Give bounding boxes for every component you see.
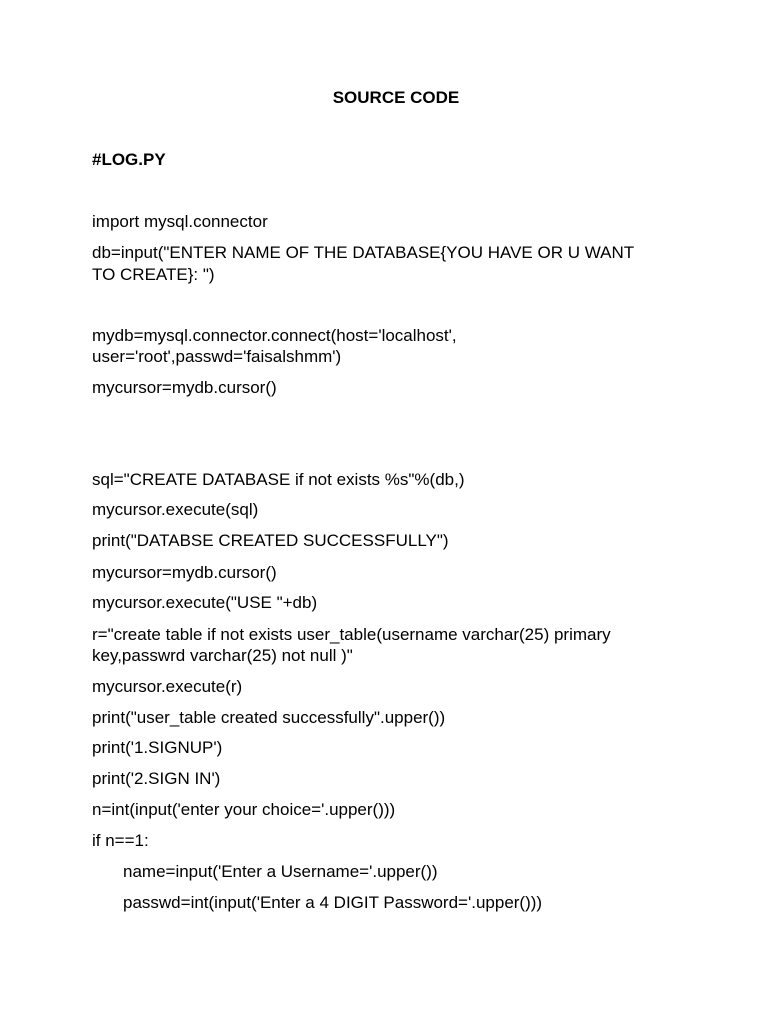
file-heading: #LOG.PY: [92, 150, 166, 169]
code-line: db=input("ENTER NAME OF THE DATABASE{YOU HAVE OR U WANT: [92, 243, 635, 262]
code-line: mycursor=mydb.cursor(): [92, 563, 277, 582]
code-line: mycursor=mydb.cursor(): [92, 378, 277, 397]
code-line: print('1.SIGNUP'): [92, 738, 223, 757]
code-line: print('2.SIGN IN'): [92, 769, 221, 788]
code-line: key,passwrd varchar(25) not null )": [92, 646, 353, 665]
code-line: user='root',passwd='faisalshmm'): [92, 347, 342, 366]
code-line: passwd=int(input('Enter a 4 DIGIT Password='.upper())): [123, 893, 543, 912]
code-line: r="create table if not exists user_table(username varchar(25) primary: [92, 625, 611, 644]
code-line: import mysql.connector: [92, 212, 268, 231]
code-line: mydb=mysql.connector.connect(host='localhost',: [92, 326, 457, 345]
code-line: sql="CREATE DATABASE if not exists %s"%(db,): [92, 470, 465, 489]
code-line: mycursor.execute("USE "+db): [92, 593, 318, 612]
code-line: mycursor.execute(r): [92, 677, 243, 696]
code-line: name=input('Enter a Username='.upper()): [123, 862, 438, 881]
code-line: n=int(input('enter your choice='.upper())): [92, 800, 396, 819]
code-line: if n==1:: [92, 831, 149, 850]
code-line: mycursor.execute(sql): [92, 500, 259, 519]
page-title: SOURCE CODE: [332, 88, 460, 107]
code-line: TO CREATE}: "): [92, 265, 215, 284]
code-line: print("user_table created successfully".upper()): [92, 708, 446, 727]
code-line: print("DATABSE CREATED SUCCESSFULLY"): [92, 531, 449, 550]
